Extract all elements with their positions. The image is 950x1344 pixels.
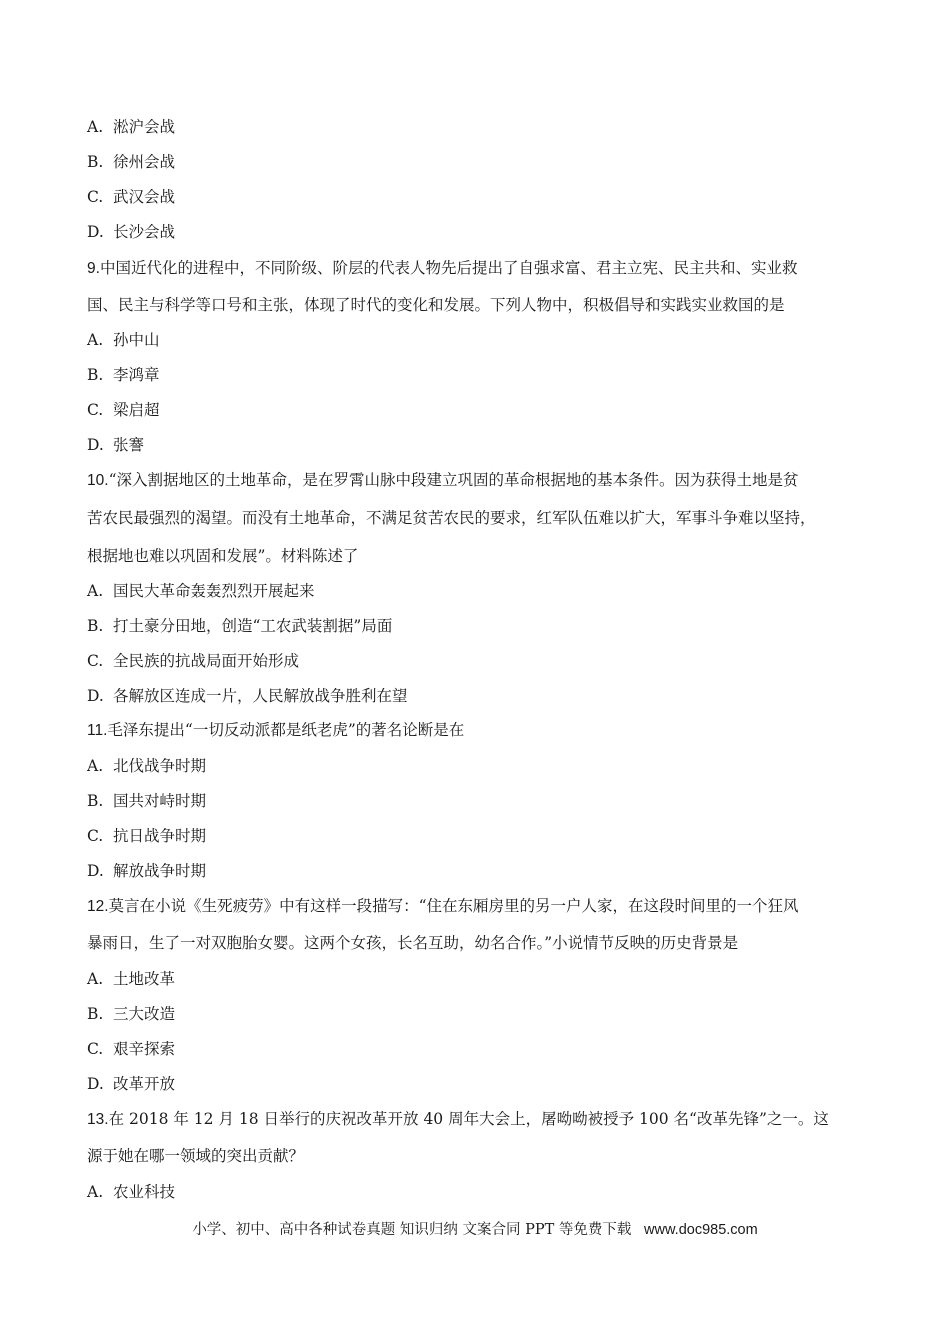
question-number: 12.	[87, 898, 109, 915]
option-letter: C.	[87, 827, 104, 845]
question-text: 在 2018 年 12 月 18 日举行的庆祝改革开放 40 周年大会上，屠呦呦被授予 100 名“改革先锋”之一。这	[108, 1110, 829, 1128]
option-text: 梁启超	[113, 401, 160, 419]
option-letter: C.	[87, 188, 104, 206]
option-text: 长沙会战	[113, 223, 176, 241]
q10-stem-line-3	[87, 545, 877, 567]
option-letter: D.	[87, 436, 104, 454]
question-text: 毛泽东提出“一切反动派都是纸老虎”的著名论断是在	[107, 721, 465, 739]
option-text: 抗日战争时期	[113, 827, 207, 845]
option-text: 李鸿章	[113, 366, 160, 384]
option-text: 改革开放	[113, 1075, 176, 1093]
option-letter: D.	[87, 1075, 104, 1093]
q13-stem-line-2	[87, 1145, 877, 1167]
option-text: 武汉会战	[113, 188, 176, 206]
option-text: 三大改造	[113, 1005, 176, 1023]
option-text: 打土豪分田地，创造“工农武装割据”局面	[113, 617, 393, 635]
option-text: 淞沪会战	[113, 118, 176, 136]
question-text: 中国近代化的进程中，不同阶级、阶层的代表人物先后提出了自强求富、君主立宪、民主共和、实业救	[99, 259, 798, 277]
option-letter: D.	[87, 223, 104, 241]
option-letter: D.	[87, 862, 104, 880]
option-letter: A.	[87, 118, 104, 136]
option-letter: C.	[87, 652, 104, 670]
q9-stem-line-1	[87, 257, 877, 280]
q12-stem-line-2	[87, 932, 877, 954]
option-text: 北伐战争时期	[113, 757, 207, 775]
footer-text: 小学、初中、高中各种试卷真题 知识归纳 文案合同 PPT 等免费下载	[192, 1222, 632, 1238]
q11-option-a	[87, 755, 877, 777]
option-letter: A.	[87, 970, 104, 988]
q13-option-a	[87, 1181, 877, 1203]
option-text: 国民大革命轰轰烈烈开展起来	[113, 582, 315, 600]
option-text: 全民族的抗战局面开始形成	[113, 652, 300, 670]
option-text: 孙中山	[113, 331, 160, 349]
option-text: 张謇	[113, 436, 145, 454]
q12-option-c	[87, 1038, 877, 1060]
q11-stem-line-1	[87, 719, 877, 742]
option-letter: B.	[87, 1005, 104, 1023]
question-text: 源于她在哪一领域的突出贡献？	[87, 1147, 305, 1165]
q8-option-b	[87, 151, 877, 173]
q9-option-a	[87, 329, 877, 351]
question-text: 苦农民最强烈的渴望。而没有土地革命，不满足贫苦农民的要求，红军队伍难以扩大，军事斗争难以坚持，	[87, 509, 816, 527]
q10-option-c	[87, 650, 877, 672]
option-letter: B.	[87, 792, 104, 810]
option-letter: B.	[87, 153, 104, 171]
option-text: 农业科技	[113, 1183, 176, 1201]
q9-option-b	[87, 364, 877, 386]
q10-option-b	[87, 615, 877, 637]
option-text: 解放战争时期	[113, 862, 207, 880]
option-letter: B.	[87, 366, 104, 384]
footer-link[interactable]: www.doc985.com	[644, 1222, 758, 1238]
option-letter: B.	[87, 617, 104, 635]
question-text: 国、民主与科学等口号和主张，体现了时代的变化和发展。下列人物中，积极倡导和实践实业救国的是	[87, 296, 785, 314]
option-text: 艰辛探索	[113, 1040, 176, 1058]
question-number: 10.	[87, 472, 109, 489]
question-text: 根据地也难以巩固和发展”。材料陈述了	[87, 547, 359, 565]
question-number: 13.	[87, 1111, 109, 1128]
page-footer	[0, 1220, 950, 1240]
q12-option-d	[87, 1073, 877, 1095]
q12-stem-line-1	[87, 895, 877, 918]
q11-option-b	[87, 790, 877, 812]
q9-option-c	[87, 399, 877, 421]
option-letter: A.	[87, 582, 104, 600]
option-text: 土地改革	[113, 970, 176, 988]
option-letter: D.	[87, 687, 104, 705]
q13-stem-line-1	[87, 1108, 877, 1131]
question-number: 9.	[87, 260, 100, 277]
option-letter: C.	[87, 1040, 104, 1058]
q10-option-d	[87, 685, 877, 707]
q11-option-c	[87, 825, 877, 847]
question-text: 暴雨日，生了一对双胞胎女婴。这两个女孩，长名互助，幼名合作。”小说情节反映的历史背景是	[87, 934, 739, 952]
question-text: “深入割据地区的土地革命，是在罗霄山脉中段建立巩固的革命根据地的基本条件。因为获得土地是贫	[108, 471, 799, 489]
q11-option-d	[87, 860, 877, 882]
q10-stem-line-2	[87, 507, 877, 529]
option-letter: C.	[87, 401, 104, 419]
q9-stem-line-2	[87, 294, 877, 316]
question-text: 莫言在小说《生死疲劳》中有这样一段描写：“住在东厢房里的另一户人家，在这段时间里的一个狂风	[108, 897, 799, 915]
option-letter: A.	[87, 331, 104, 349]
q10-stem-line-1	[87, 469, 877, 492]
option-text: 徐州会战	[113, 153, 176, 171]
question-number: 11.	[87, 722, 108, 739]
option-letter: A.	[87, 757, 104, 775]
q12-option-b	[87, 1003, 877, 1025]
q8-option-c	[87, 186, 877, 208]
q10-option-a	[87, 580, 877, 602]
q9-option-d	[87, 434, 877, 456]
option-text: 国共对峙时期	[113, 792, 207, 810]
option-text: 各解放区连成一片，人民解放战争胜利在望	[113, 687, 408, 705]
option-letter: A.	[87, 1183, 104, 1201]
q12-option-a	[87, 968, 877, 990]
q8-option-d	[87, 221, 877, 243]
q8-option-a	[87, 116, 877, 138]
